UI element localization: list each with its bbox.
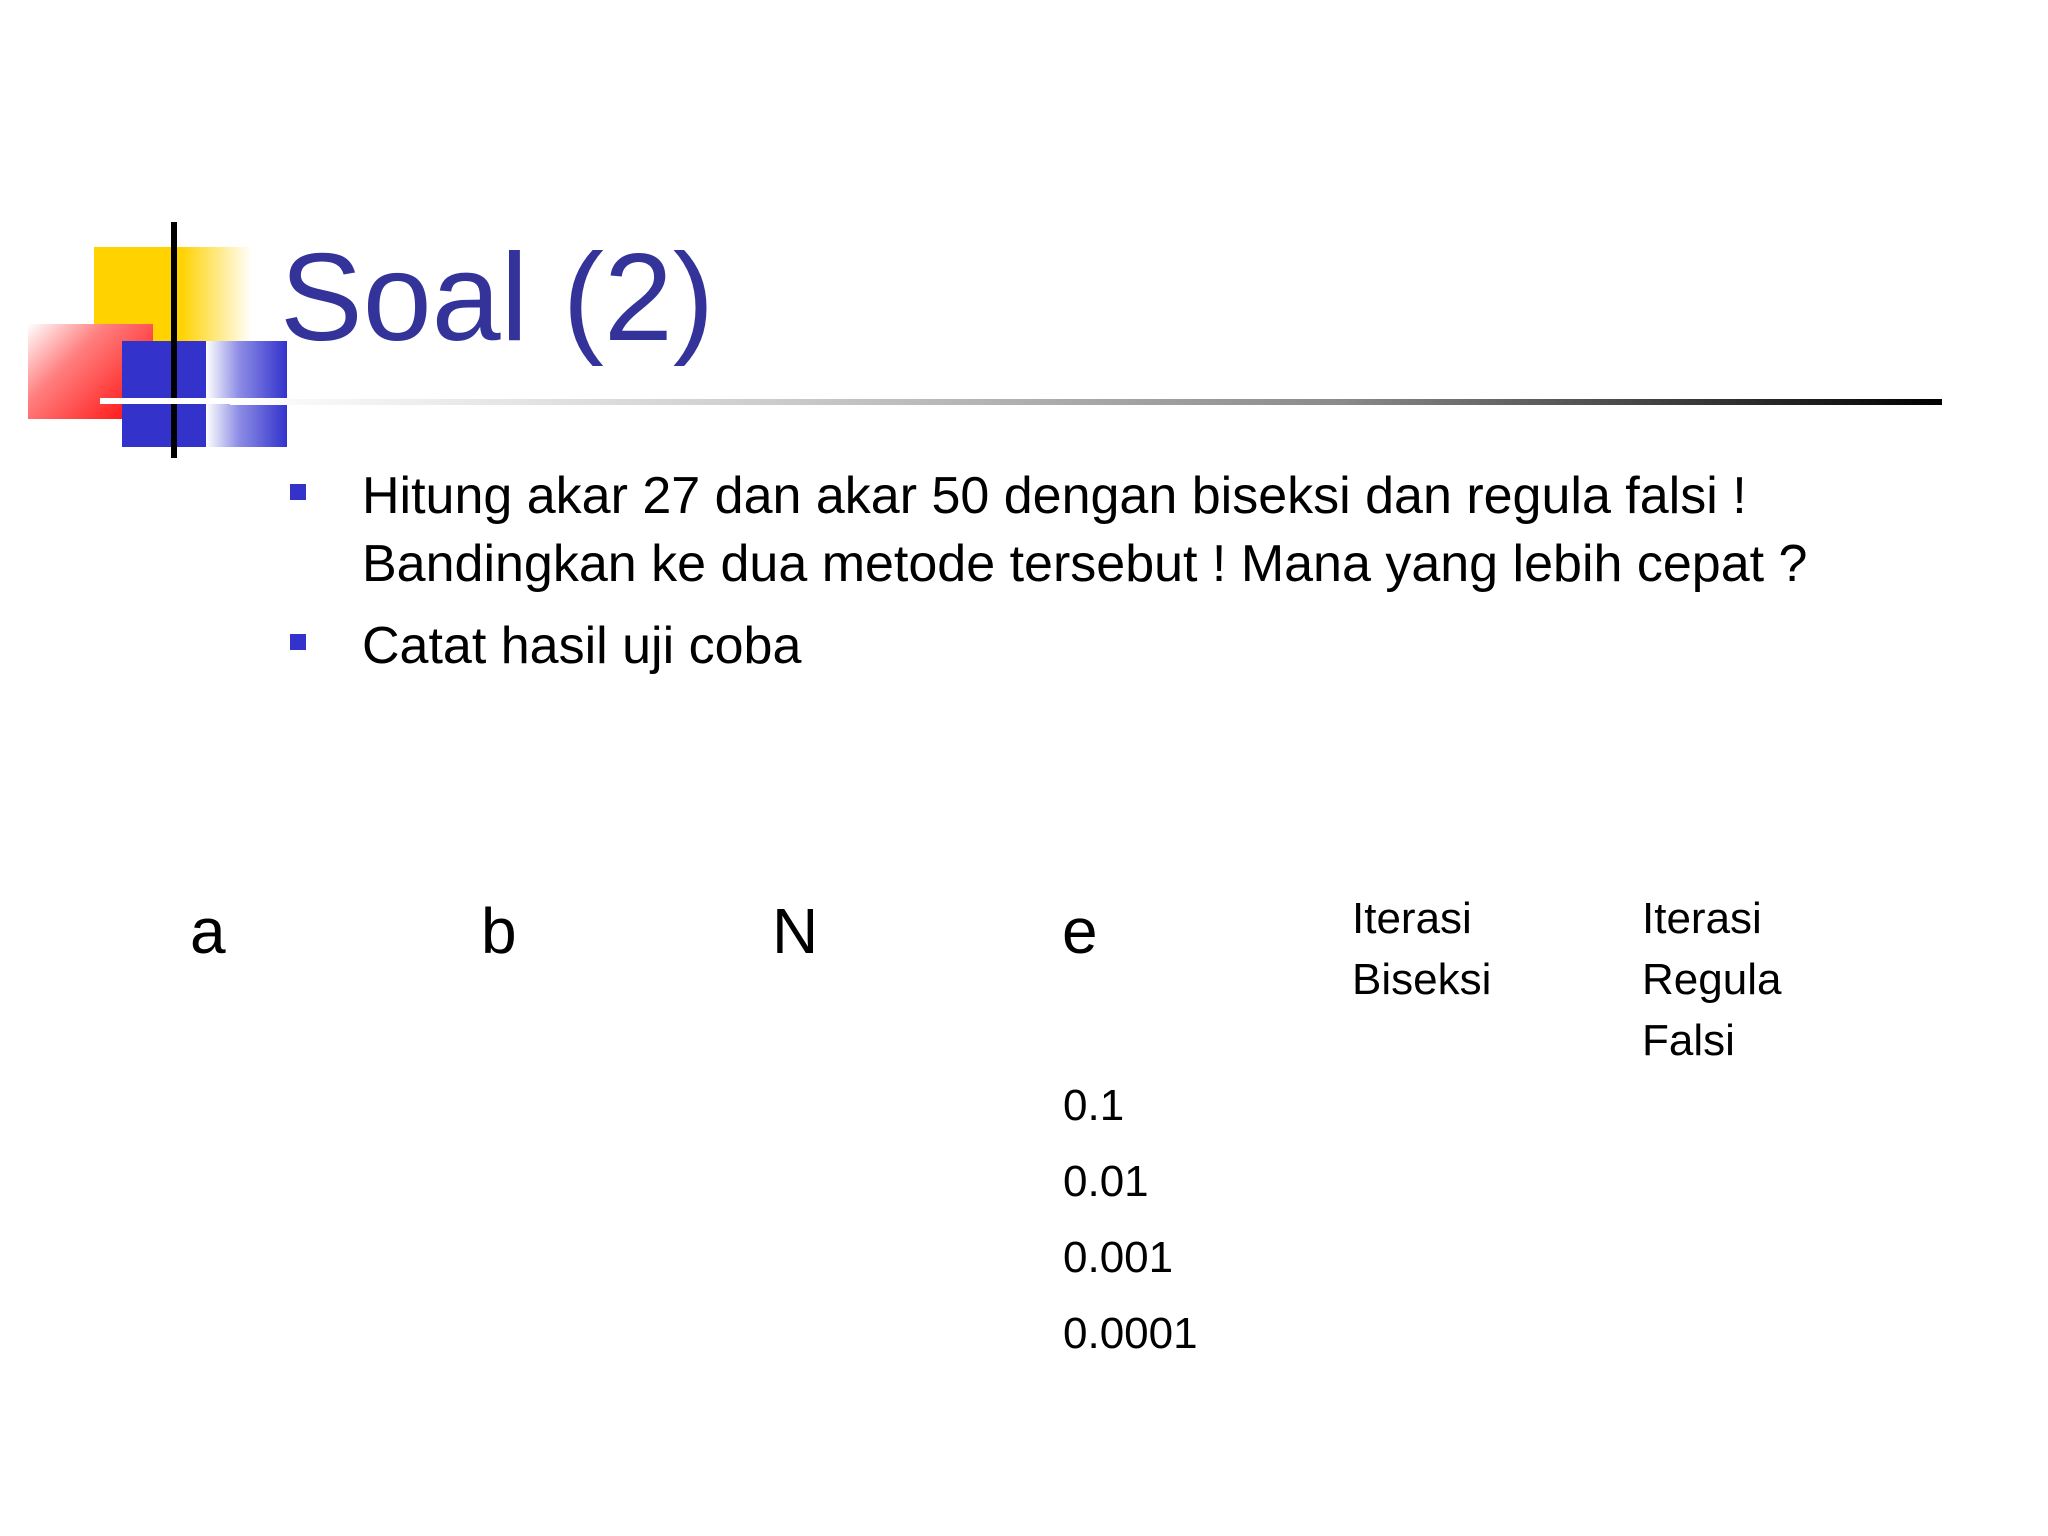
header-line: Iterasi [1642, 894, 1762, 943]
header-a: a [190, 895, 226, 967]
e-value: 0.01 [1063, 1157, 1149, 1206]
square-bullet-icon [290, 634, 306, 650]
header-line: Biseksi [1352, 955, 1492, 1004]
title-underline [230, 399, 1942, 405]
header-iterasi-regula-falsi [1642, 888, 1781, 1071]
e-value: 0.1 [1063, 1081, 1125, 1130]
decor-blue-square [122, 341, 206, 447]
header-e: e [1062, 895, 1098, 967]
slide-title: Soal (2) [280, 229, 715, 367]
e-values-column [1063, 1068, 1198, 1372]
header-line: Iterasi [1352, 894, 1472, 943]
bullet-item [288, 462, 1908, 598]
square-bullet-icon [290, 484, 306, 500]
e-value: 0.0001 [1063, 1309, 1198, 1358]
bullet-item [288, 612, 1908, 680]
header-n: N [772, 895, 819, 967]
bullet-text: Hitung akar 27 dan akar 50 dengan biseksi dan regula falsi ! Bandingkan ke dua metode tersebut ! Mana yang lebih cepat ? [362, 467, 1808, 593]
bullet-list [288, 462, 1908, 694]
header-line: Falsi [1642, 1016, 1735, 1065]
e-value: 0.001 [1063, 1233, 1174, 1282]
decor-vertical-line [171, 222, 177, 458]
header-line: Regula [1642, 955, 1782, 1004]
decor-blue-gradient-square [206, 341, 287, 447]
header-b: b [481, 895, 517, 967]
header-iterasi-biseksi [1352, 888, 1491, 1010]
bullet-text: Catat hasil uji coba [362, 617, 802, 675]
